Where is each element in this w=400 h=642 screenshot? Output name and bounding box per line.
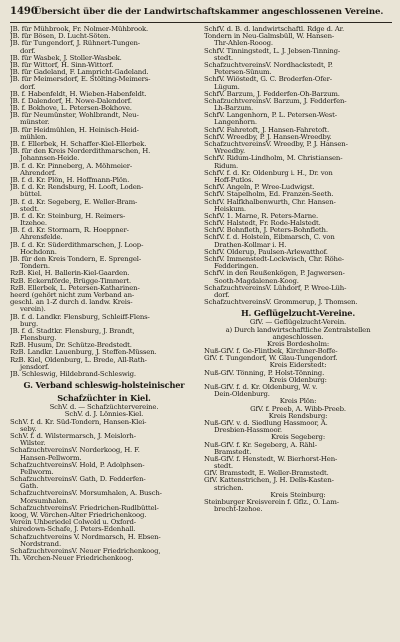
- entry-line: SchfV. Ridum-Lindholm, M. Christiansen-: [204, 155, 343, 163]
- entry-line: SchfV. Fahretoft, J. Hansen-Fahretoft.: [204, 126, 330, 134]
- entry-line: Dein-Oldenburg.: [214, 391, 270, 399]
- entry-line: stedt.: [214, 54, 233, 62]
- entry-line: SchafzuchtvereinsV. Lühdorf, P. Wree-Lüh-: [204, 284, 347, 292]
- sub-heading: Kreis Segeberg:: [270, 434, 325, 442]
- entry-line: SchafzuchtvereinsV. Morsumhalen, A. Busch-: [10, 490, 162, 498]
- entry-line: Pellworm.: [20, 468, 54, 476]
- section-heading: G. Verband schleswig-holsteinischer: [23, 380, 185, 391]
- entry-line: SchfV. Tinningstedt, L. J. Jebsen-Tinning-: [204, 47, 341, 55]
- entry-line: RzB. Kiel, H. Ballerin-Kiel-Gaarden.: [10, 270, 130, 278]
- sub-heading: Kreis Plön:: [279, 398, 317, 406]
- entry-line: SchfV. d. B. d. landwirtschaftl. Rdge d. Ar.: [204, 26, 345, 33]
- entry-line: SchafzuchtvereinsV. Neuer Friedrichenkoog,: [10, 547, 161, 555]
- entry-line: Steinburger Kreisverein f. Gflz., O. Lam-: [204, 499, 339, 506]
- entry-line: SchfV. Stapelholm, Ed. Franzen-Seeth.: [204, 191, 334, 199]
- entry-line: JB. f. d. Kr. Stormarn, R. Hoeppner-: [10, 227, 129, 235]
- entry-line: SchafzuchtvereinsV. Friedrichen-Rudlbüttel-: [10, 504, 159, 512]
- entry-line: Nuß-GfV. f. d. Kr. Oldenburg, W. v.: [204, 384, 318, 391]
- left-column: [10, 26, 198, 638]
- entry-line: JB. f. d. Landkr. Flensburg, Schleiff-Flens-: [10, 313, 150, 321]
- entry-line: Lügum.: [214, 83, 240, 91]
- sub-heading: Kreis Steinburg:: [270, 491, 326, 499]
- entry-line: JB. f. Dalendorf, H. Nowe-Dalendorf.: [10, 97, 132, 105]
- entry-line: Th. Vörchen-Neuer Friedrichenkoog.: [10, 555, 134, 563]
- entry-line: Hoff-Putlos.: [214, 176, 254, 184]
- entry-line: SchfV. Bohnfleth, J. Peters-Bohnfleth.: [204, 227, 328, 235]
- sub-heading: GfV. — Geflügelzucht-Verein.: [249, 319, 347, 327]
- sub-heading: GfV. f. Preeb, A. Wibb-Preeb.: [250, 405, 346, 413]
- entry-line: GfV. Bramstedt, E. Weller-Bramstedt.: [204, 470, 329, 478]
- entry-line: Wreedby.: [214, 148, 246, 156]
- entry-line: geschl. an 1-Z durch d. landw. Kreis-: [10, 299, 133, 307]
- entry-line: JB. für Gadeland, F. Lampricht-Gadeland.: [10, 69, 149, 77]
- entry-line: SchfV. f. d. Holstein, Eibmarsch, C. von: [204, 234, 335, 242]
- entry-line: Bramstedt.: [214, 448, 252, 456]
- entry-line: SchfV. f. d. Kr. Oldenburg i. H., Dr. von: [204, 169, 333, 177]
- entry-line: Morsumhalen.: [20, 497, 69, 505]
- entry-line: SchafzuchtvereinsV. Nordhackstedt, P.: [204, 61, 333, 69]
- entry-line: JB. f. d. Kr. Segeberg, E. Weller-Bram-: [10, 198, 138, 206]
- entry-line: JB. für Mühbrook, Fr. Nolmer-Mühbrook.: [10, 26, 149, 33]
- entry-line: Nordstrand.: [20, 540, 61, 548]
- entry-line: Fedderingen.: [214, 263, 259, 271]
- entry-line: SchafzuchtvereinsV. Grommerup, J. Thomsen.: [204, 299, 358, 307]
- entry-line: SchV. f. d. Wilstermarsch, J. Meislorh-: [10, 432, 136, 440]
- entry-line: Hansen-Pellworm.: [20, 454, 82, 462]
- entry-line: Itzehoe.: [20, 220, 47, 228]
- entry-line: SchfV. Halstedt, Fr. Rode-Halstedt.: [204, 220, 321, 228]
- entry-line: Tondern.: [20, 263, 50, 271]
- entry-line: JB. f. d. Kr. Pinneberg, A. Möhmeier-: [10, 162, 133, 170]
- entry-line: jensdorf.: [20, 363, 50, 371]
- sub-heading: SchV. d. — Schafzüchtervereine.: [49, 404, 159, 412]
- sub-heading: angeschlossen.: [272, 333, 324, 341]
- entry-line: dorf.: [20, 83, 36, 91]
- entry-line: Nuß-GfV. v. d. Siedlung Hassmoor, A.: [204, 419, 328, 427]
- entry-line: JB. für den Kreis Tondern, E. Sprengel-: [10, 256, 142, 263]
- entry-line: RzB. Ellerbek, L. Petersen-Katharinen-: [10, 284, 140, 292]
- sub-heading: Kreis Eiderstedt:: [269, 362, 327, 370]
- entry-line: JB. f. Bokhove, L. Petersen-Bokhove.: [10, 105, 132, 113]
- entry-line: RzB. Kiel, Oldenburg, L. Brede, All-Rath-: [10, 356, 147, 364]
- section-heading: H. Geflügelzucht-Vereine.: [240, 308, 356, 319]
- entry-line: SchafzuchtvereinsV. Norderkoog, H. F.: [10, 447, 140, 455]
- entry-line: GfV. Kattenstrichen, J. H. Dells-Kasten-: [204, 477, 334, 485]
- entry-line: Heiskum.: [214, 205, 246, 213]
- section-heading: Schafzüchter in Kiel.: [57, 393, 151, 404]
- entry-line: verein).: [20, 306, 46, 314]
- entry-line: Drathen-Kollmar i. H.: [214, 241, 287, 249]
- entry-line: mühlen.: [20, 133, 48, 141]
- entry-line: stedt.: [214, 463, 233, 471]
- entry-line: heerd (gehört nicht zum Verband an-: [10, 291, 135, 299]
- entry-line: dorf.: [214, 291, 230, 299]
- entry-line: SchafzuchtvereinsV. Hold, P. Adolphsen-: [10, 461, 145, 469]
- entry-line: JB. f. d. Kr. Steinburg, H. Reimers-: [10, 212, 126, 220]
- entry-line: SchfV. Immenstedt-Lockwisch, Chr. Röhe-: [204, 256, 344, 263]
- entry-line: Lh-Barzum.: [214, 105, 254, 113]
- entry-line: JB. f. d. Kr. Süderdithmarschen, J. Loop-: [10, 241, 144, 249]
- entry-line: burg.: [20, 320, 38, 328]
- entry-line: JB. f. d. Kr. Plön, H. Hoffmann-Plön.: [10, 176, 130, 184]
- entry-line: Verein Uhberiedel Colwold u. Oxford-: [10, 519, 136, 527]
- entry-line: SchafzuchtvereinsV. Barzum, J. Fedderfen-: [204, 97, 347, 105]
- entry-line: Nuß-GfV. f. Kr. Segeberg, A. Rähl-: [204, 441, 317, 449]
- entry-line: münster.: [20, 119, 50, 127]
- entry-line: SchV. f. d. Kr. Süd-Tondern, Hansen-Klei-: [10, 418, 147, 426]
- entry-line: JB. Schleswig, Hildebrand-Schleswig.: [10, 371, 136, 378]
- entry-line: stedt.: [20, 205, 39, 213]
- entry-line: Nuß-GfV. Tönning, P. Holst-Tönning.: [204, 369, 325, 377]
- entry-line: Ridum.: [214, 162, 239, 170]
- entry-line: SchfV. Barzum, J. Fedderfen-Oh-Barzum.: [204, 90, 340, 98]
- entry-line: Ahrensfelde.: [20, 234, 63, 242]
- entry-line: Johannsen-Heide.: [20, 155, 80, 163]
- entry-line: RzB. Husum, Dr. Schütze-Bredstedt.: [10, 342, 132, 350]
- entry-line: SchfV. in den Reußenkögen, P. Jagwersen-: [204, 270, 345, 278]
- entry-line: Gath.: [20, 483, 39, 491]
- entry-line: JB. für Neumünster, Wohlbrandt, Neu-: [10, 112, 139, 120]
- entry-line: büttel.: [20, 191, 42, 199]
- sub-heading: SchV. d. J. Lönnies-Kiel.: [64, 411, 144, 419]
- entry-line: Wilster.: [20, 440, 46, 448]
- entry-line: JB. für Tungendorf, J. Rühnert-Tungen-: [10, 40, 140, 48]
- entry-line: strichen.: [214, 484, 244, 492]
- entry-line: SchfV. Wreedby, P. J. Hansen-Wreedby.: [204, 133, 332, 141]
- entry-line: JB. für Meimersdorf, E. Stölting-Meimers-: [10, 76, 151, 84]
- entry-line: JB. f. Ellerbek, H. Schaffer-Kiel-Ellerbek.: [10, 141, 147, 148]
- entry-line: brecht-Izehoe.: [214, 506, 263, 514]
- entry-line: SchfV. 1. Marne, R. Peters-Marne.: [204, 212, 319, 220]
- entry-line: JB. f. d. Stadtkr. Flensburg, J. Brandt,: [10, 327, 135, 335]
- entry-line: SchfV. Angeln, P. Wree-Ludwigst.: [204, 184, 315, 192]
- entry-line: Dresbien-Hassmoor.: [214, 427, 282, 435]
- entry-line: SchfV. Olderup, Paulsen-Arlewatthof.: [204, 248, 328, 256]
- running-title: Übersicht über die der Landwirtschaftskammer angeschlossenen Vereine.: [34, 7, 384, 17]
- entry-line: Petersen-Sünum.: [214, 69, 272, 77]
- entry-line: Hochdonn.: [20, 248, 57, 256]
- entry-line: shiredown-Schafe, J. Peters-Edenhall.: [10, 526, 136, 534]
- entry-line: Sooth-Magdalenen-Koog.: [214, 277, 299, 285]
- entry-line: Thr-Ahlen-Rooog.: [214, 40, 273, 48]
- entry-line: SchafzuchtvereinsV. Wreedby, P. J. Hansen-: [204, 141, 348, 148]
- entry-line: Nuß-GfV. f. Henstedt, W. Bierhorst-Hen-: [204, 455, 338, 463]
- entry-line: JB. für Heidmühlen, H. Heinisch-Heid-: [10, 126, 139, 134]
- two-column-body: [10, 26, 392, 638]
- entry-line: JB. für den Kreis Norderdithmarschen, H.: [10, 148, 151, 156]
- entry-line: Ahrendorf.: [20, 169, 57, 177]
- entry-line: SchfV. Wiöstedt, G. C. Broderfen-Ofer-: [204, 76, 332, 84]
- entry-line: SchfV. Halfkhalbenwurth, Chr. Hansen-: [204, 198, 336, 206]
- entry-line: Schafzuchtvereins V. Nordmarsch, H. Ebsen-: [10, 533, 161, 541]
- entry-line: seby.: [20, 425, 37, 433]
- sub-heading: Kreis Oldenburg:: [269, 376, 327, 384]
- entry-line: JB. f. Habenfeldt, H. Wieben-Habenfeldt.: [10, 90, 147, 98]
- entry-line: dorf.: [20, 47, 36, 55]
- page-number: 1490: [10, 6, 38, 17]
- sub-heading: Kreis Bordesholm:: [266, 340, 330, 348]
- entry-line: RzB. Landkr. Lauenburg, J. Steffen-Müssen.: [10, 349, 157, 357]
- entry-line: Nuß-GfV. f. Ge-Flintbek, Kirchner-Boffe-: [204, 348, 338, 356]
- entry-line: koog, W. Vörchen-Alter Friedrichenkoog.: [10, 512, 147, 519]
- entry-line: RzB. Eckernförde, Brügge-Timmert.: [10, 277, 132, 285]
- entry-line: SchfV. Langenhorn, P. L. Petersen-West-: [204, 112, 337, 120]
- sub-heading: Kreis Rendsburg:: [268, 412, 328, 420]
- right-column: [204, 26, 392, 638]
- entry-line: Langenhorn.: [214, 119, 257, 127]
- entry-line: JB. für Bösen, D. Lucht-Söten.: [10, 33, 111, 41]
- entry-line: Flensburg.: [20, 335, 57, 343]
- sub-heading: a) Durch landwirtschaftliche Zentralstellen: [225, 326, 371, 334]
- entry-line: Tondern in Neu-Galmsbüll, W. Hansen-: [204, 33, 335, 41]
- page-header: [10, 6, 392, 23]
- entry-line: GfV. f. Tungendorf, W. Glau-Tungendorf.: [204, 355, 338, 363]
- entry-line: JB. f. d. Kr. Rendsburg, H. Looft, Loden-: [10, 184, 144, 192]
- entry-line: SchafzuchtvereinsV. Gath, D. Fedderfen-: [10, 476, 146, 484]
- entry-line: JB. für Wittorf, H. Sinn-Wittorf.: [10, 61, 114, 69]
- entry-line: JB. für Wasbek, J. Stoller-Wasbek.: [10, 54, 122, 62]
